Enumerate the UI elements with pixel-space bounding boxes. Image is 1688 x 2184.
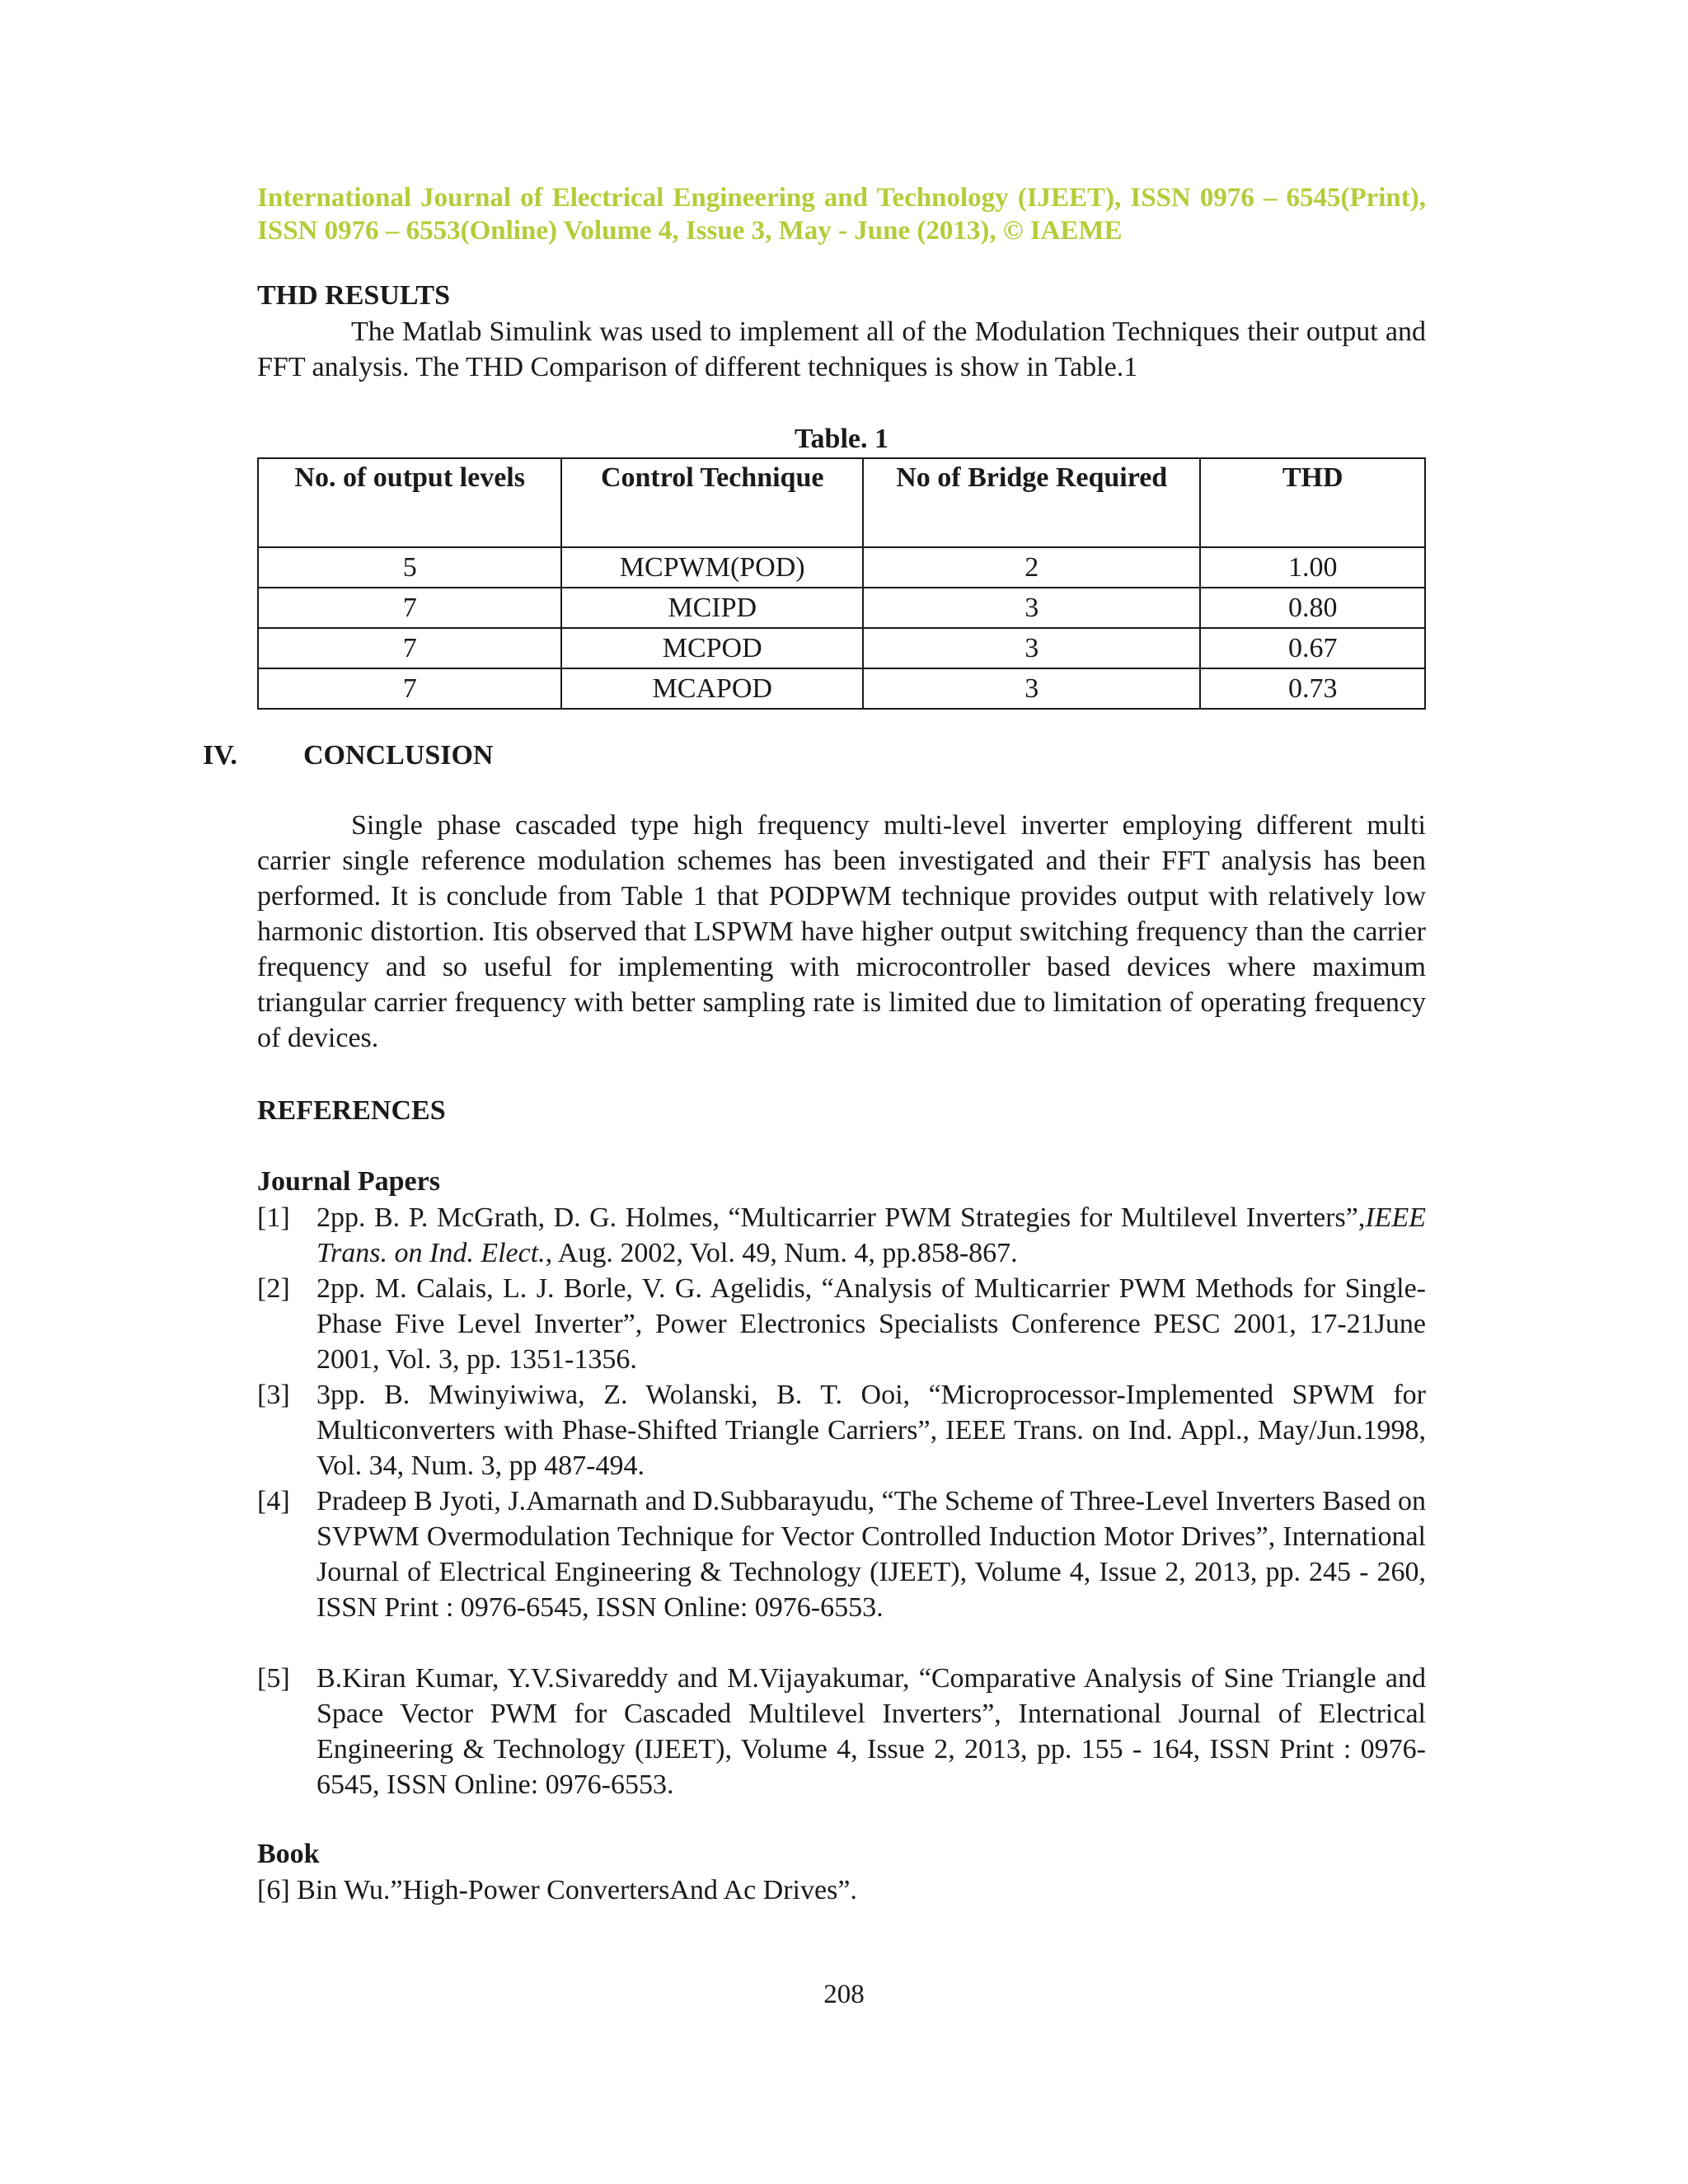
table-row <box>258 588 1425 628</box>
conclusion-heading: CONCLUSION <box>303 740 494 771</box>
reference-item <box>257 1483 1426 1625</box>
table-cell: 3 <box>863 588 1200 628</box>
journal-papers-heading: Journal Papers <box>257 1166 440 1197</box>
thd-results-paragraph: The Matlab Simulink was used to implement all of the Modulation Techniques their output and FFT analysis. The THD Comparison of different techniques is show in Table.1 <box>257 316 1426 382</box>
reference-text: B.Kiran Kumar, Y.V.Sivareddy and M.Vijayakumar, “Comparative Analysis of Sine Triangle and Space Vector PWM for Cascaded Multilevel Inverters”, International Journal of Electrical Engineering & Technology (IJEET), Volume 4, Issue 2, 2013, pp. 155 - 164, ISSN Print : 0976-6545, ISSN Online: 0976-6553. <box>316 1663 1426 1800</box>
table-cell: 1.00 <box>1200 547 1425 588</box>
book-reference: [6] Bin Wu.”High-Power ConvertersAnd Ac Drives”. <box>257 1875 857 1905</box>
reference-item <box>257 1661 1426 1802</box>
reference-number: [1] <box>257 1202 290 1233</box>
conclusion-paragraph: Single phase cascaded type high frequency multi-level inverter employing different multi carrier single reference modulation schemes has been investigated and their FFT analysis has been performed. It is conclude from Table 1 that PODPWM technique provides output with relatively low harmonic distortion. Itis observed that LSPWM have higher output switching frequency than the carrier frequency and so useful for implementing with microcontroller based devices where maximum triangular carrier frequency with better sampling rate is limited due to limitation of operating frequency of devices. <box>257 810 1426 1053</box>
book-heading: Book <box>257 1839 320 1869</box>
reference-number: [2] <box>257 1273 290 1304</box>
reference-text: 2pp. M. Calais, L. J. Borle, V. G. Agelidis, “Analysis of Multicarrier PWM Methods for Single-Phase Five Level Inverter”, Power Electronics Specialists Conference PESC 2001, 17-21June 2001, Vol. 3, pp. 1351-1356. <box>316 1273 1426 1375</box>
table-header-cell: No of Bridge Required <box>863 458 1200 547</box>
reference-item <box>257 1200 1426 1271</box>
table-cell: 3 <box>863 668 1200 709</box>
reference-text: 2pp. B. P. McGrath, D. G. Holmes, “Multicarrier PWM Strategies for Multilevel Inverters”, <box>316 1202 1366 1233</box>
table-cell: MCPOD <box>561 628 863 668</box>
table-cell: 2 <box>863 547 1200 588</box>
reference-text: 3pp. B. Mwinyiwiwa, Z. Wolanski, B. T. Ooi, “Microprocessor-Implemented SPWM for Multiconverters with Phase-Shifted Triangle Carriers”, IEEE Trans. on Ind. Appl., May/Jun.1998, Vol. 34, Num. 3, pp 487-494. <box>316 1380 1426 1481</box>
thd-results-heading: THD RESULTS <box>257 280 451 311</box>
reference-item <box>257 1271 1426 1377</box>
table-cell: 7 <box>258 588 561 628</box>
reference-number: [5] <box>257 1663 290 1694</box>
table-row <box>258 668 1425 709</box>
reference-number: [4] <box>257 1486 290 1516</box>
table-row <box>258 547 1425 588</box>
table-header-cell: No. of output levels <box>258 458 561 547</box>
table-header-cell: THD <box>1200 458 1425 547</box>
table-header-cell: Control Technique <box>561 458 863 547</box>
table-cell: 7 <box>258 668 561 709</box>
table-cell: 7 <box>258 628 561 668</box>
reference-item <box>257 1377 1426 1483</box>
thd-comparison-table <box>257 457 1426 710</box>
reference-text-tail: , Aug. 2002, Vol. 49, Num. 4, pp.858-867. <box>545 1238 1018 1268</box>
table-cell: 0.73 <box>1200 668 1425 709</box>
reference-number: [3] <box>257 1380 290 1410</box>
page-number: 208 <box>823 1980 865 2009</box>
table-cell: 3 <box>863 628 1200 668</box>
references-heading: REFERENCES <box>257 1095 446 1126</box>
conclusion-number: IV. <box>203 740 237 771</box>
reference-journal-italic: IEEE Trans. on Ind. Elect. <box>316 1202 1426 1268</box>
table-cell: MCIPD <box>561 588 863 628</box>
reference-text: Pradeep B Jyoti, J.Amarnath and D.Subbarayudu, “The Scheme of Three-Level Inverters Based on SVPWM Overmodulation Technique for Vector Controlled Induction Motor Drives”, International Journal of Electrical Engineering & Technology (IJEET), Volume 4, Issue 2, 2013, pp. 245 - 260, ISSN Print : 0976-6545, ISSN Online: 0976-6553. <box>316 1486 1426 1623</box>
table-cell: 5 <box>258 547 561 588</box>
table-caption: Table. 1 <box>794 424 889 454</box>
table-cell: 0.67 <box>1200 628 1425 668</box>
table-row <box>258 628 1425 668</box>
journal-header: International Journal of Electrical Engineering and Technology (IJEET), ISSN 0976 – 6545(Print), ISSN 0976 – 6553(Online) Volume 4, Issue 3, May - June (2013), © IAEME <box>257 183 1426 246</box>
table-cell: MCAPOD <box>561 668 863 709</box>
table-cell: 0.80 <box>1200 588 1425 628</box>
table-header-row <box>258 458 1425 547</box>
table-cell: MCPWM(POD) <box>561 547 863 588</box>
